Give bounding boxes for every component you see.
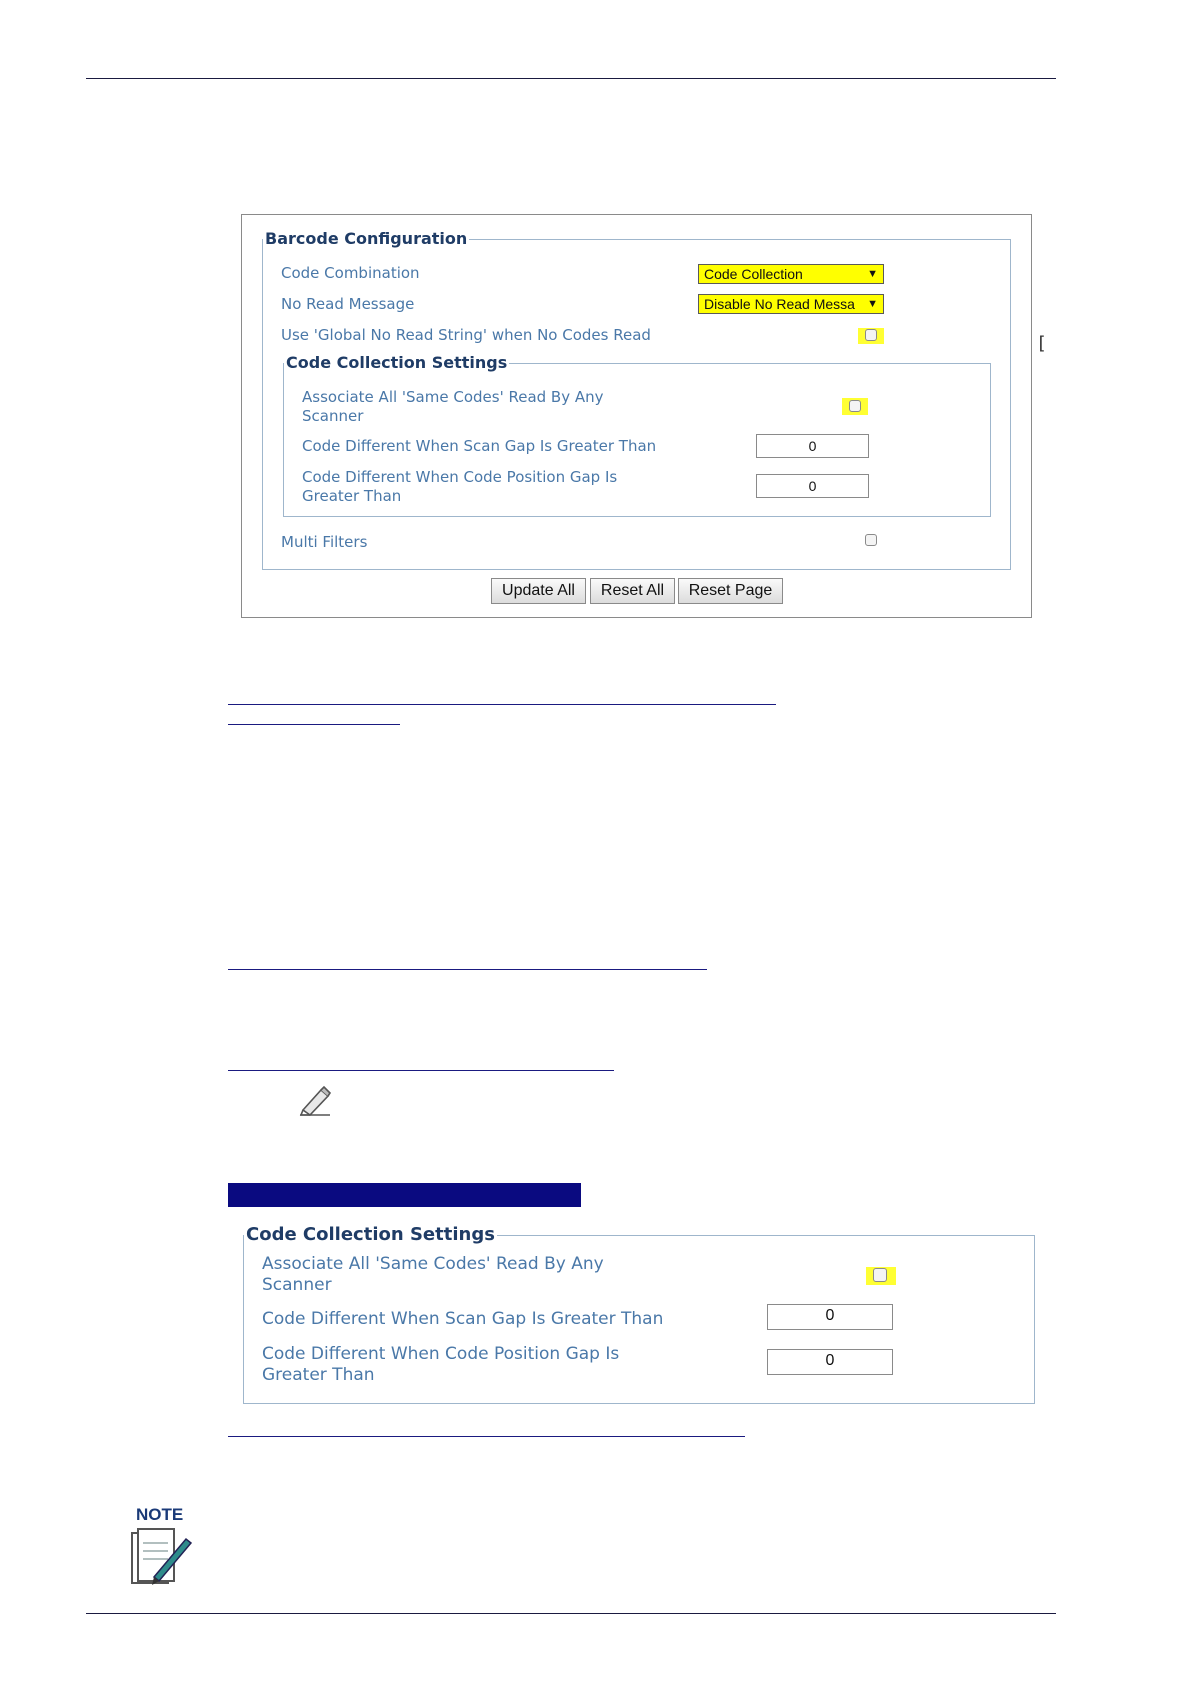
no-read-message-select[interactable] <box>698 294 884 314</box>
code-collection-legend: Code Collection Settings <box>286 353 508 372</box>
text-underline <box>228 1436 745 1437</box>
global-no-read-label: Use 'Global No Read String' when No Codes Read <box>281 326 651 344</box>
position-gap-label-line2: Greater Than <box>262 1365 375 1385</box>
associate-codes-label-line2: Scanner <box>302 407 364 425</box>
barcode-configuration-legend: Barcode Configuration <box>265 229 468 248</box>
text-underline <box>228 969 707 970</box>
section-heading-bar <box>228 1183 581 1207</box>
associate-codes-label-line2: Scanner <box>262 1275 332 1295</box>
text-cursor-glyph: [ <box>1036 333 1047 354</box>
scan-gap-input[interactable]: 0 <box>767 1304 893 1330</box>
position-gap-input[interactable]: 0 <box>767 1349 893 1375</box>
text-underline <box>228 704 776 705</box>
position-gap-input[interactable]: 0 <box>756 474 869 498</box>
note-label: NOTE <box>136 1505 184 1524</box>
text-underline <box>228 724 400 725</box>
notepad-pencil-icon <box>128 1525 198 1591</box>
dropdown-arrow-icon: ▼ <box>867 298 878 310</box>
scan-gap-label: Code Different When Scan Gap Is Greater Than <box>262 1309 664 1329</box>
multi-filters-checkbox[interactable] <box>865 534 877 546</box>
no-read-message-label: No Read Message <box>281 295 415 313</box>
scan-gap-input[interactable]: 0 <box>756 434 869 458</box>
code-combination-select[interactable] <box>698 264 884 284</box>
note-icon <box>128 1505 198 1591</box>
footer-rule <box>86 1613 1056 1614</box>
code-collection-legend-large: Code Collection Settings <box>246 1224 495 1245</box>
associate-codes-checkbox[interactable] <box>849 400 861 412</box>
multi-filters-label: Multi Filters <box>281 533 368 551</box>
code-combination-value: Code Collection <box>704 266 803 282</box>
header-rule <box>86 78 1056 79</box>
dropdown-arrow-icon: ▼ <box>867 268 878 280</box>
associate-codes-label-line1: Associate All 'Same Codes' Read By Any <box>262 1254 604 1274</box>
global-no-read-checkbox[interactable] <box>865 329 877 341</box>
barcode-configuration-screenshot <box>241 214 1032 618</box>
no-read-message-value: Disable No Read Messa <box>704 296 855 312</box>
update-all-button[interactable]: Update All <box>491 578 586 604</box>
associate-codes-checkbox[interactable] <box>873 1268 887 1282</box>
position-gap-label-line1: Code Different When Code Position Gap Is <box>262 1344 620 1364</box>
pencil-icon <box>297 1084 333 1116</box>
reset-page-button[interactable]: Reset Page <box>678 578 783 604</box>
reset-all-button[interactable]: Reset All <box>590 578 675 604</box>
position-gap-label-line1: Code Different When Code Position Gap Is <box>302 468 618 486</box>
text-underline <box>228 1070 614 1071</box>
associate-codes-label-line1: Associate All 'Same Codes' Read By Any <box>302 388 604 406</box>
code-combination-label: Code Combination <box>281 264 420 282</box>
scan-gap-label: Code Different When Scan Gap Is Greater Than <box>302 437 657 455</box>
position-gap-label-line2: Greater Than <box>302 487 402 505</box>
